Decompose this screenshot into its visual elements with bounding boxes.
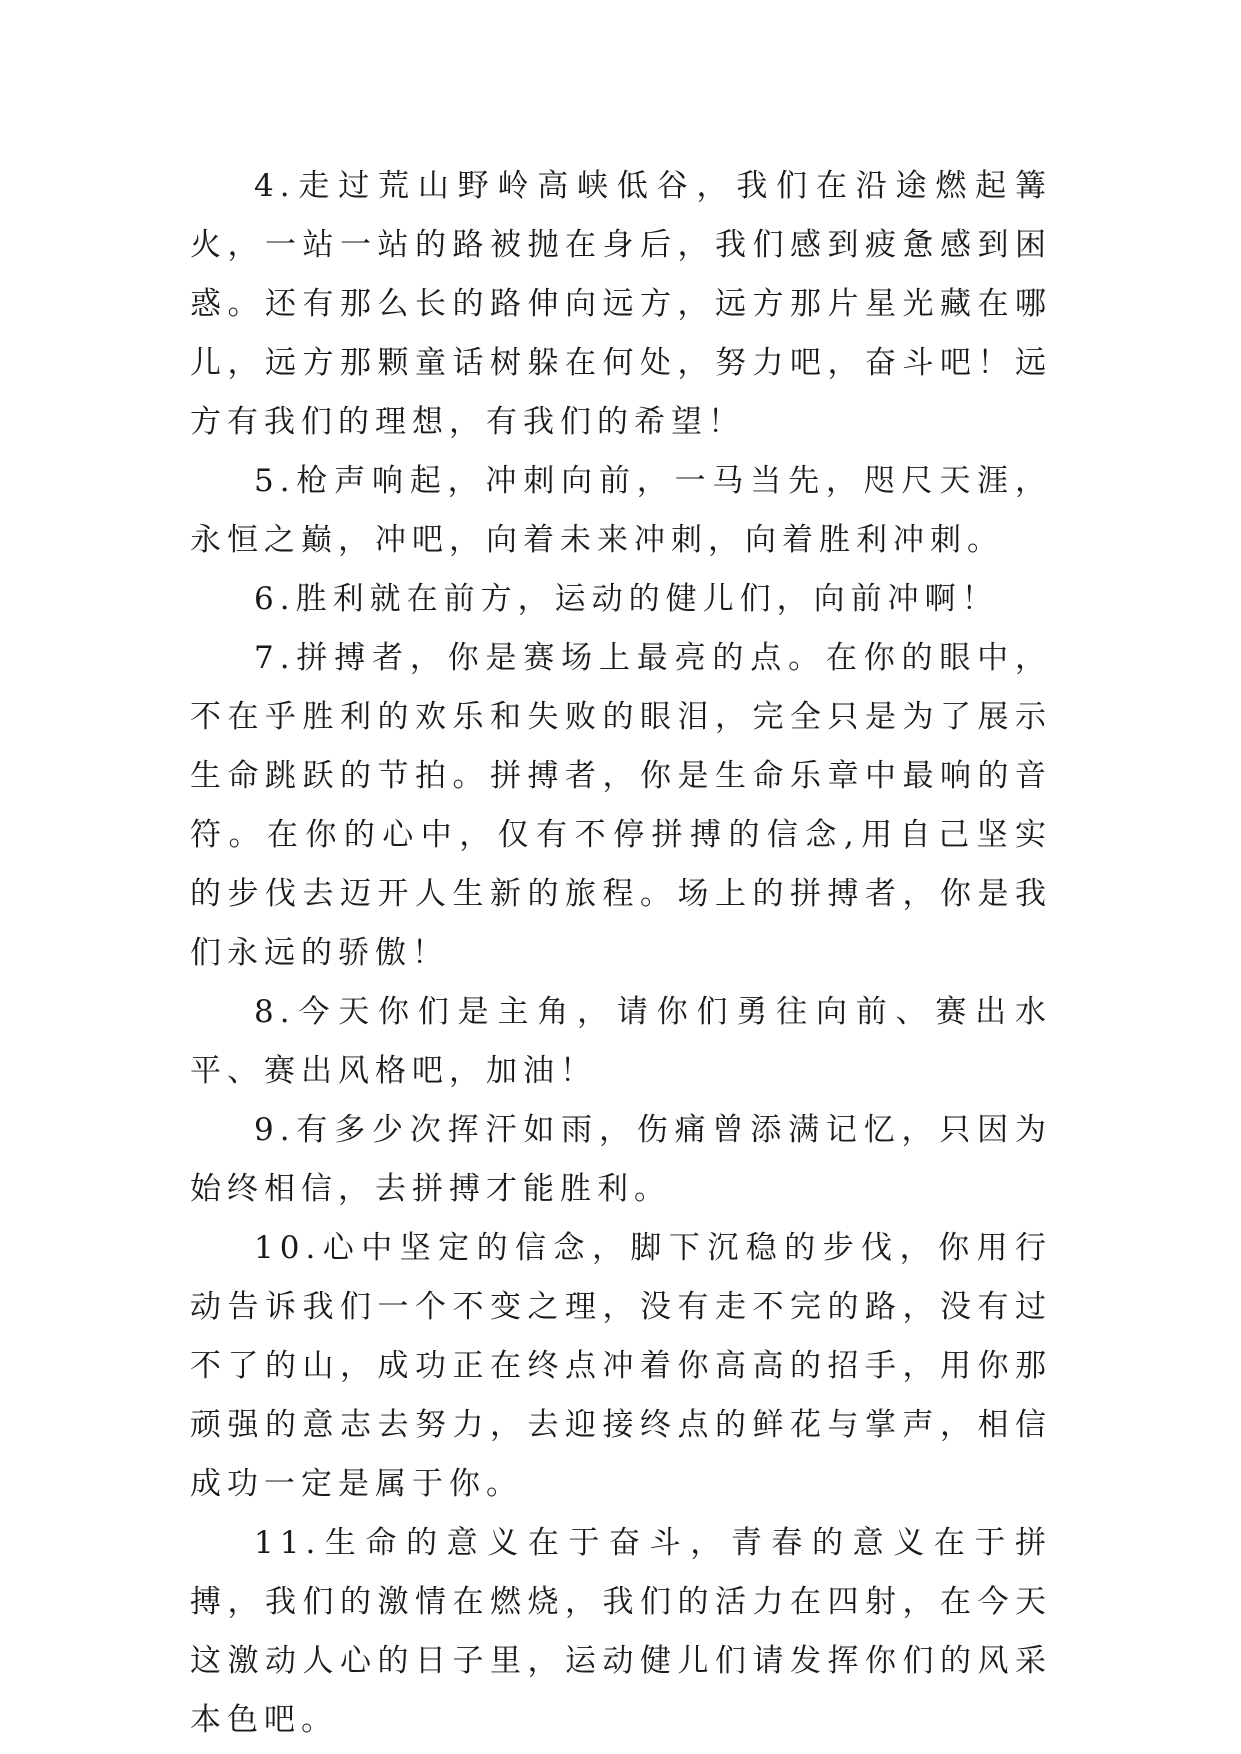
paragraph-7: 7.拼搏者，你是赛场上最亮的点。在你的眼中，不在乎胜利的欢乐和失败的眼泪，完全只是为了展示生命跳跃的节拍。拼搏者，你是生命乐章中最响的音符。在你的心中，仅有不停拼搏的信念,用自己坚实的步伐去迈开人生新的旅程。场上的拼搏者，你是我们永远的骄傲！ [190,640,1052,971]
paragraph-4: 4.走过荒山野岭高峡低谷，我们在沿途燃起篝火，一站一站的路被抛在身后，我们感到疲惫感到困惑。还有那么长的路伸向远方，远方那片星光藏在哪儿，远方那颗童话树躲在何处，努力吧，奋斗吧！远方有我们的理想，有我们的希望！ [190,168,1052,440]
paragraph-10: 10.心中坚定的信念，脚下沉稳的步伐，你用行动告诉我们一个不变之理，没有走不完的路，没有过不了的山，成功正在终点冲着你高高的招手，用你那顽强的意志去努力，去迎接终点的鲜花与掌声，相信成功一定是属于你。 [190,1230,1052,1502]
paragraph-5: 5.枪声响起，冲刺向前，一马当先，咫尺天涯，永恒之巅，冲吧，向着未来冲刺，向着胜利冲刺。 [190,463,1052,558]
paragraph-8: 8.今天你们是主角，请你们勇往向前、赛出水平、赛出风格吧，加油！ [190,994,1052,1089]
paragraph-6: 6.胜利就在前方，运动的健儿们，向前冲啊！ [254,581,999,617]
document-body [190,157,1052,1750]
paragraph-11: 11.生命的意义在于奋斗，青春的意义在于拼搏，我们的激情在燃烧，我们的活力在四射，在今天这激动人心的日子里，运动健儿们请发挥你们的风采本色吧。 [190,1525,1052,1738]
paragraph-9: 9.有多少次挥汗如雨，伤痛曾添满记忆，只因为始终相信，去拼搏才能胜利。 [190,1112,1052,1207]
